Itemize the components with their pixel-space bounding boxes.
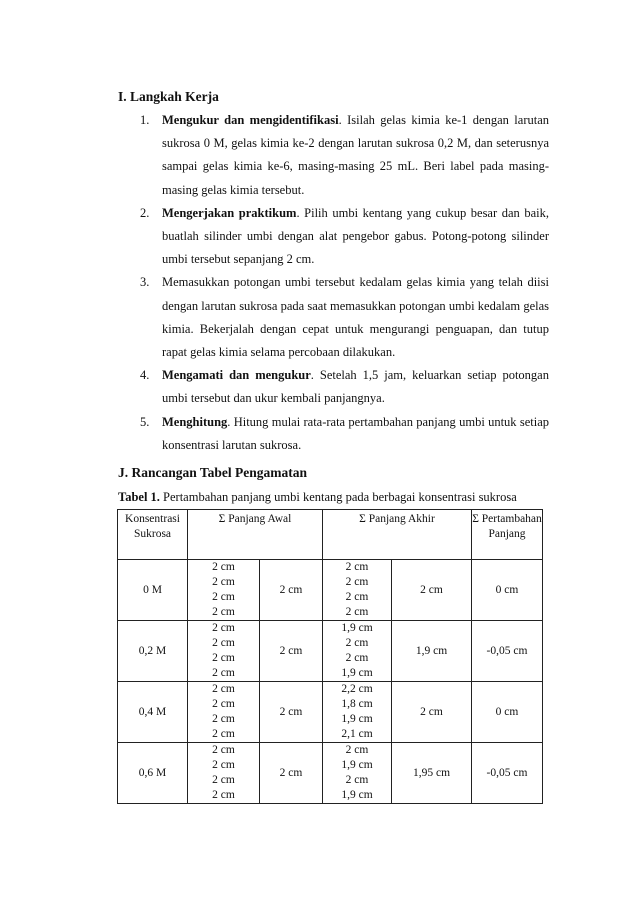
final-length-cell: 2 cm — [323, 605, 392, 621]
initial-length-cell: 2 cm — [188, 560, 260, 576]
step-number: 1. — [140, 113, 150, 127]
initial-length-cell: 2 cm — [188, 712, 260, 727]
final-length-cell: 1,9 cm — [323, 621, 392, 637]
step-number: 5. — [140, 414, 150, 429]
section-title-langkah-kerja: I. Langkah Kerja — [118, 89, 219, 104]
final-length-cell: 2 cm — [323, 560, 392, 576]
observation-table — [117, 509, 543, 804]
initial-length-total-cell: 2 cm — [260, 743, 323, 804]
step-number: 2. — [140, 205, 150, 220]
initial-length-cell: 2 cm — [188, 605, 260, 621]
length-increase-cell: -0,05 cm — [472, 621, 543, 682]
initial-length-cell: 2 cm — [188, 651, 260, 666]
table-row — [118, 560, 543, 576]
initial-length-cell: 2 cm — [188, 575, 260, 590]
step-item — [140, 202, 549, 272]
steps-list — [140, 109, 549, 457]
step-number: 4. — [140, 368, 150, 383]
initial-length-cell: 2 cm — [188, 758, 260, 773]
initial-length-cell: 2 cm — [188, 727, 260, 743]
final-length-cell: 1,8 cm — [323, 697, 392, 712]
step-item — [140, 109, 549, 202]
step-item — [140, 364, 549, 410]
header-panjang-akhir: Σ Panjang Akhir — [323, 510, 472, 560]
final-length-cell: 2,2 cm — [323, 682, 392, 698]
header-pertambahan: Σ Pertambahan Panjang — [472, 510, 543, 560]
table-row — [118, 682, 543, 698]
concentration-cell: 0,2 M — [118, 621, 188, 682]
final-length-cell: 1,9 cm — [323, 666, 392, 682]
table-row — [118, 621, 543, 637]
step-text: . Setelah 1,5 jam, keluarkan setiap potongan umbi tersebut dan ukur kembali panjangnya. — [162, 368, 549, 406]
initial-length-total-cell: 2 cm — [260, 560, 323, 621]
initial-length-cell: 2 cm — [188, 743, 260, 759]
step-text: . Pilih umbi kentang yang cukup besar dan baik, buatlah silinder umbi dengan alat pengebor gabus. Potong-potong silinder umbi tersebut sepanjang 2 cm. — [162, 205, 549, 267]
step-text: . Isilah gelas kimia ke-1 dengan larutan sukrosa 0 M, gelas kimia ke-2 dengan larutan sukrosa 0,2 M, dan seterusnya sampai gelas kimia ke-6, masing-masing 25 mL. Beri label pada masing-masing gelas kimia tersebut. — [162, 113, 550, 197]
header-konsentrasi: Konsentrasi Sukrosa — [118, 510, 188, 560]
initial-length-cell: 2 cm — [188, 636, 260, 651]
final-length-cell: 2,1 cm — [323, 727, 392, 743]
length-increase-cell: -0,05 cm — [472, 743, 543, 804]
initial-length-cell: 2 cm — [188, 666, 260, 682]
final-length-cell: 2 cm — [323, 575, 392, 590]
step-item — [140, 411, 549, 457]
table-caption-label: Tabel 1. — [118, 490, 160, 504]
initial-length-cell: 2 cm — [188, 621, 260, 637]
concentration-cell: 0 M — [118, 560, 188, 621]
step-heading: Menghitung — [162, 414, 228, 429]
step-text: . Hitung mulai rata-rata pertambahan panjang umbi untuk setiap konsentrasi larutan sukrosa. — [162, 414, 549, 452]
length-increase-cell: 0 cm — [472, 682, 543, 743]
step-heading: Mengerjakan praktikum — [162, 205, 297, 220]
section-title-rancangan-tabel: J. Rancangan Tabel Pengamatan — [118, 465, 308, 480]
length-increase-cell: 0 cm — [472, 560, 543, 621]
final-length-cell: 2 cm — [323, 590, 392, 605]
initial-length-cell: 2 cm — [188, 590, 260, 605]
initial-length-cell: 2 cm — [188, 773, 260, 788]
table-caption — [118, 490, 517, 505]
final-length-cell: 1,9 cm — [323, 788, 392, 804]
initial-length-cell: 2 cm — [188, 697, 260, 712]
initial-length-cell: 2 cm — [188, 682, 260, 698]
final-length-cell: 2 cm — [323, 743, 392, 759]
table-caption-text: Pertambahan panjang umbi kentang pada berbagai konsentrasi sukrosa — [159, 490, 517, 504]
final-length-total-cell: 2 cm — [392, 682, 472, 743]
step-number: 3. — [140, 275, 150, 290]
final-length-total-cell: 1,9 cm — [392, 621, 472, 682]
final-length-total-cell: 1,95 cm — [392, 743, 472, 804]
final-length-cell: 1,9 cm — [323, 758, 392, 773]
concentration-cell: 0,6 M — [118, 743, 188, 804]
initial-length-cell: 2 cm — [188, 788, 260, 804]
step-item — [140, 271, 549, 364]
table-header-row — [118, 510, 543, 560]
step-text: Memasukkan potongan umbi tersebut kedalam gelas kimia yang telah diisi dengan larutan sukrosa pada saat memasukkan potongan umbi kedalam gelas kimia. Bekerjalah dengan cepat untuk mengurangi penguapan, dan tutup rapat gelas kimia selama percobaan dilakukan. — [162, 275, 549, 360]
step-heading: Mengukur dan mengidentifikasi — [162, 113, 339, 127]
step-heading: Mengamati dan mengukur — [162, 368, 311, 383]
table-row — [118, 743, 543, 759]
final-length-total-cell: 2 cm — [392, 560, 472, 621]
final-length-cell: 2 cm — [323, 773, 392, 788]
final-length-cell: 2 cm — [323, 636, 392, 651]
final-length-cell: 2 cm — [323, 651, 392, 666]
initial-length-total-cell: 2 cm — [260, 621, 323, 682]
initial-length-total-cell: 2 cm — [260, 682, 323, 743]
header-panjang-awal: Σ Panjang Awal — [188, 510, 323, 560]
concentration-cell: 0,4 M — [118, 682, 188, 743]
final-length-cell: 1,9 cm — [323, 712, 392, 727]
